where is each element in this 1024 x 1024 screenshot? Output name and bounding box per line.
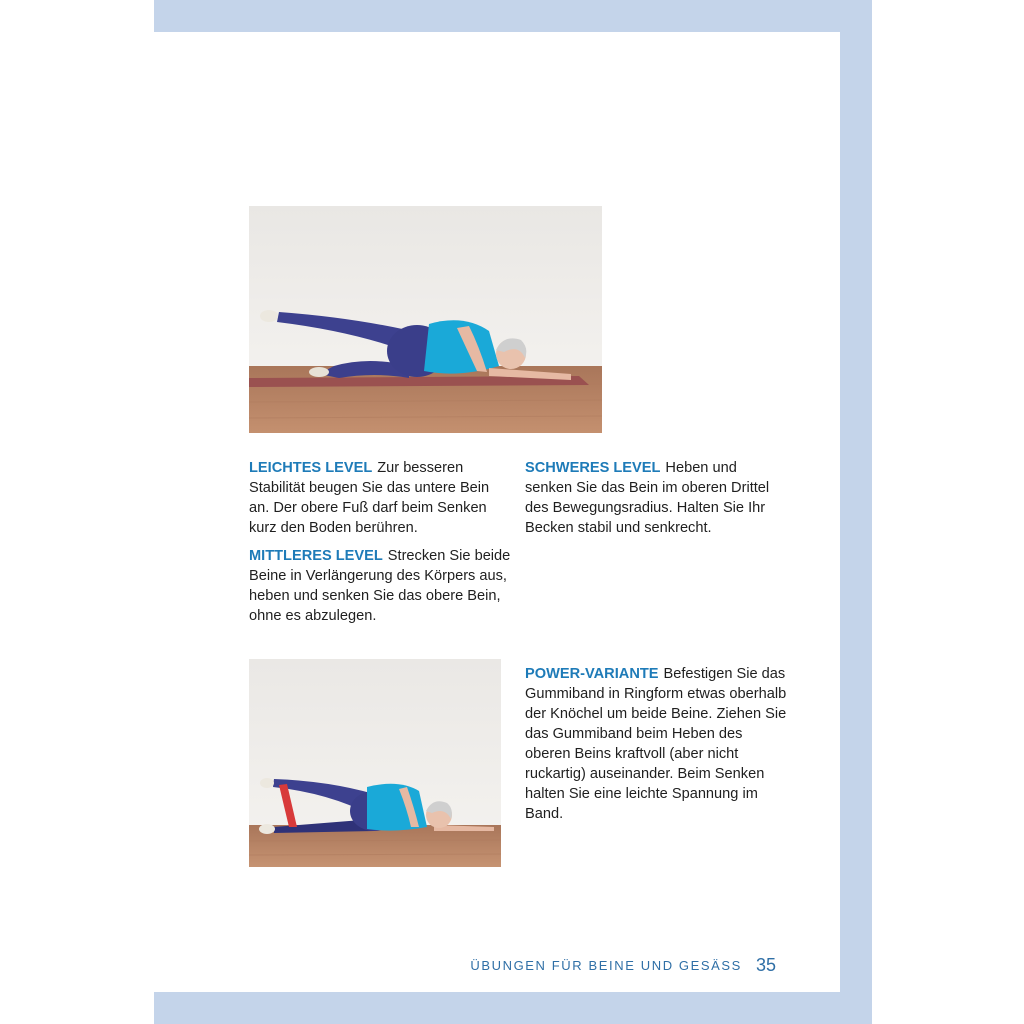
- power-variant-text: [525, 664, 787, 824]
- power-variant-heading: POWER-VARIANTE: [525, 666, 659, 682]
- book-page: [154, 32, 840, 992]
- level-easy-body: Zur besseren Stabilität beugen Sie das untere Bein an. Der obere Fuß darf beim Senken kurz den Boden berühren.: [249, 460, 490, 536]
- level-easy-heading: LEICHTES LEVEL: [249, 460, 373, 476]
- level-medium-heading: MITTLERES LEVEL: [249, 548, 383, 564]
- exercise-photo-band-variant: [249, 659, 501, 867]
- level-hard-heading: SCHWERES LEVEL: [525, 460, 661, 476]
- level-hard-text: [525, 458, 787, 538]
- chapter-title: ÜBUNGEN FÜR BEINE UND GESÄSS: [470, 958, 742, 973]
- page-footer: [454, 955, 776, 976]
- level-easy-text: [249, 458, 511, 538]
- level-medium-body: Strecken Sie beide Beine in Verlängerung des Körpers aus, heben und senken Sie das obere Bein, ohne es abzulegen.: [249, 548, 511, 624]
- page-number: 35: [755, 955, 776, 975]
- power-variant-body: Befestigen Sie das Gummiband in Ringform etwas oberhalb der Knöchel um beide Beine. Ziehen Sie das Gummiband beim Heben des oberen Beins kraftvoll (aber nicht ruckartig) auseinander. Beim Senken halten Sie eine leichte Spannung im Band.: [525, 666, 787, 822]
- exercise-photo-leg-raise: [249, 206, 602, 433]
- level-hard-body: Heben und senken Sie das Bein im oberen Drittel des Bewegungsradius. Halten Sie Ihr Becken stabil und senkrecht.: [525, 460, 770, 536]
- level-medium-text: [249, 546, 511, 626]
